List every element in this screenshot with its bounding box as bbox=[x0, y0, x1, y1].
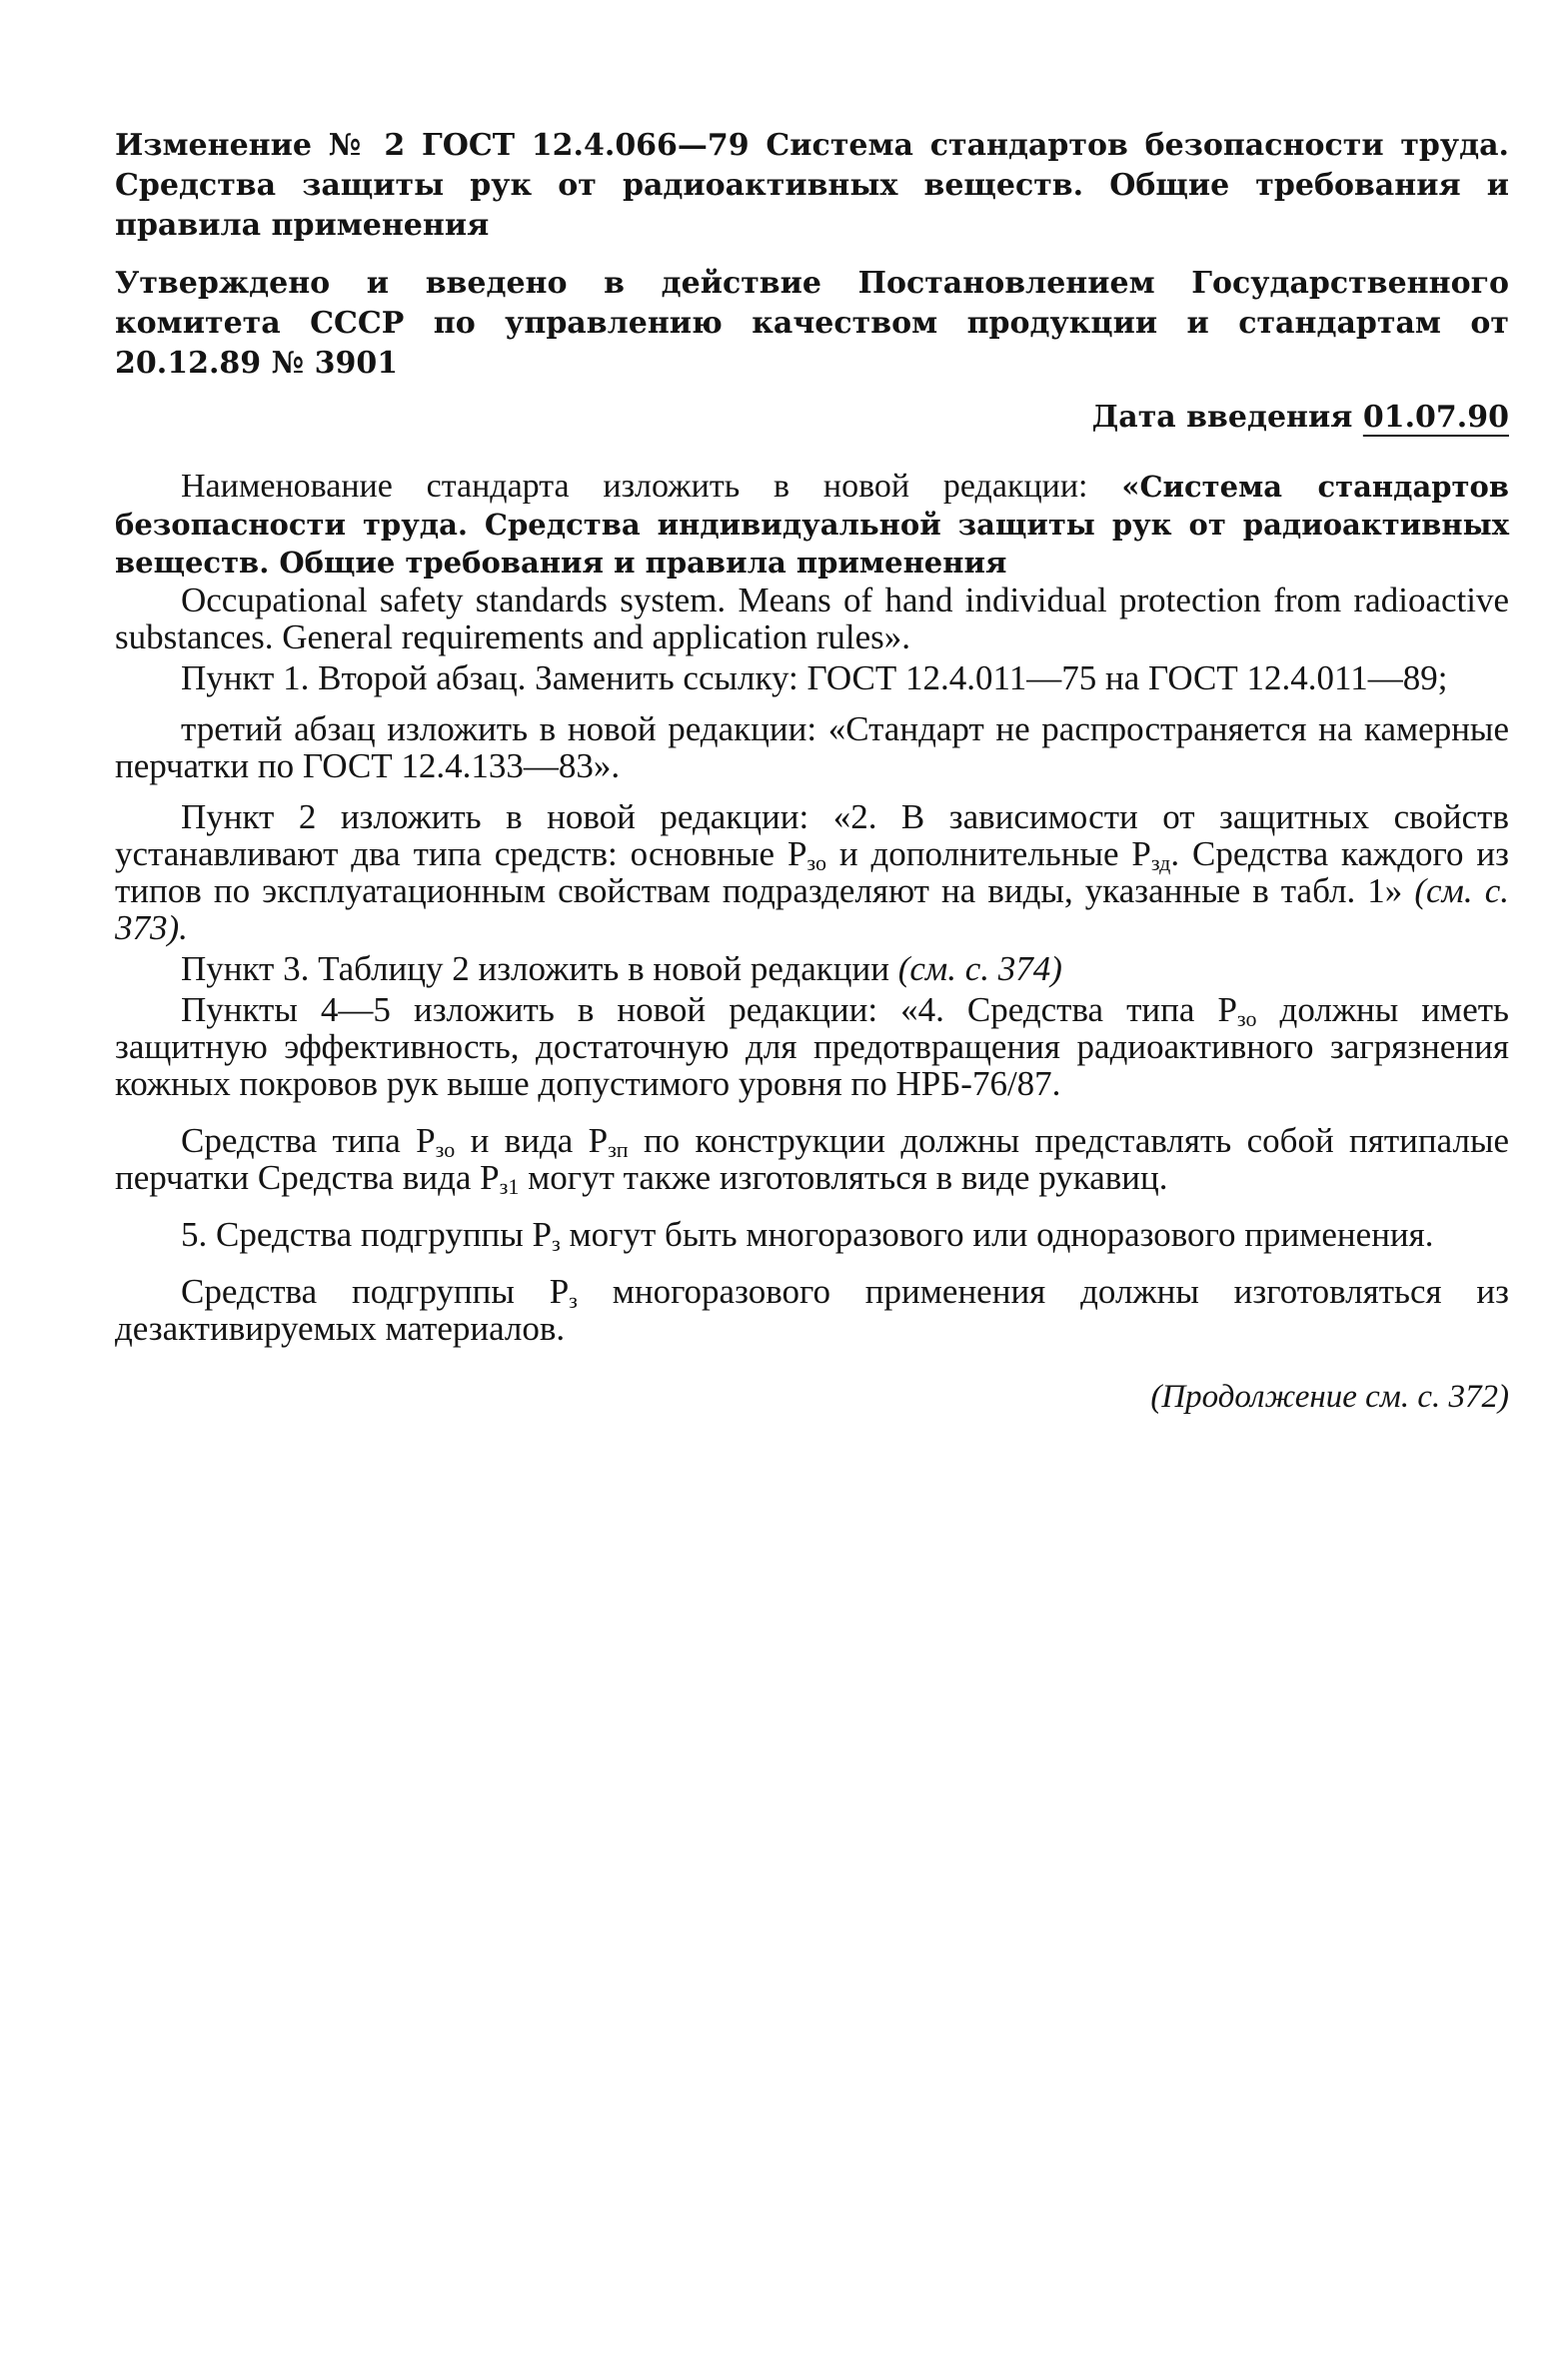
item-5-sub: з bbox=[552, 1231, 561, 1256]
glove-text-d: могут также изготовляться в виде рукавиц. bbox=[519, 1158, 1168, 1197]
document-body bbox=[115, 126, 1509, 1417]
paragraph-item-2 bbox=[115, 798, 1509, 946]
glove-text-c: по конструкции должны представлять собой пятипалые перчатки Средства вида Р bbox=[115, 1121, 1509, 1197]
standard-name-lead: Наименование стандарта изложить в новой редакции: bbox=[181, 468, 1122, 505]
item-2-page-ref: (см. с. 373). bbox=[115, 871, 1509, 947]
glove-text-b: и вида Р bbox=[455, 1121, 609, 1160]
effective-date-label: Дата введения bbox=[1091, 400, 1363, 435]
amendment-title: Изменение № 2 ГОСТ 12.4.066—79 Система стандартов безопасности труда. Средства защиты рук от радиоактивных веществ. Общие требования и правила применения bbox=[115, 128, 1509, 243]
items-4-5-sub: зо bbox=[1236, 1006, 1257, 1031]
reusable-text-b: многоразового применения должны изготовляться из дезактивируемых материалов. bbox=[115, 1272, 1509, 1348]
item-2-text-c: . Средства каждого из типов по эксплуатационным свойствам подразделяют на виды, указанные в табл. 1» bbox=[115, 834, 1509, 910]
glove-sub-1: зо bbox=[435, 1137, 456, 1162]
standard-name-en: Occupational safety standards system. Means of hand individual protection from radioactive substances. General requirements and application rules». bbox=[115, 581, 1509, 656]
reusable-sub: з bbox=[569, 1288, 578, 1313]
items-4-5-text-a: Пункты 4—5 изложить в новой редакции: «4. Средства типа Р bbox=[181, 990, 1237, 1029]
approval-statement: Утверждено и введено в действие Постановлением Государственного комитета СССР по управлению качеством продукции и стандартам от 20.12.89 № 3901 bbox=[115, 266, 1509, 381]
continuation-note: (Продолжение см. с. 372) bbox=[1150, 1379, 1509, 1415]
items-4-5-text-b: должны иметь защитную эффективность, достаточную для предотвращения радиоактивного загрязнения кожных покровов рук выше допустимого уровня по НРБ-76/87. bbox=[115, 990, 1509, 1103]
standard-name-ru: «Система стандартов безопасности труда. Средства индивидуальной защиты рук от радиоактивных веществ. Общие требования и правила применения bbox=[115, 470, 1509, 580]
effective-date-line bbox=[115, 398, 1509, 438]
item-5-text-a: 5. Средства подгруппы Р bbox=[181, 1215, 553, 1254]
item-5-text-b: могут быть многоразового или одноразового применения. bbox=[560, 1215, 1434, 1254]
item-2-sub-2: зд bbox=[1150, 850, 1171, 875]
item-2-sub-1: зо bbox=[806, 850, 826, 875]
paragraph-glove-construction bbox=[115, 1121, 1509, 1199]
glove-text-a: Средства типа Р bbox=[181, 1121, 436, 1160]
item-2-text-a: Пункт 2 изложить в новой редакции: «2. В зависимости от защитных свойств устанавливают два типа средств: основные Р bbox=[115, 797, 1509, 873]
paragraph-item-3 bbox=[115, 950, 1509, 987]
item-3-text: Пункт 3. Таблицу 2 изложить в новой редакции bbox=[181, 949, 898, 988]
paragraph-third-abzac: третий абзац изложить в новой редакции: «Стандарт не распространяется на камерные перчатки по ГОСТ 12.4.133—83». bbox=[115, 709, 1509, 785]
paragraph-item-5 bbox=[115, 1215, 1509, 1256]
glove-sub-3: з1 bbox=[499, 1174, 520, 1199]
paragraph-item-1: Пункт 1. Второй абзац. Заменить ссылку: ГОСТ 12.4.011—75 на ГОСТ 12.4.011—89; bbox=[181, 658, 1448, 697]
item-3-page-ref: (см. с. 374) bbox=[897, 949, 1062, 988]
paragraph-reusable-materials bbox=[115, 1273, 1509, 1347]
glove-sub-2: зп bbox=[608, 1137, 629, 1162]
standard-name-paragraph bbox=[115, 468, 1509, 582]
item-2-text-b: и дополнительные Р bbox=[825, 834, 1151, 873]
effective-date-value: 01.07.90 bbox=[1362, 400, 1509, 435]
reusable-text-a: Средства подгруппы Р bbox=[181, 1272, 570, 1311]
paragraph-items-4-5 bbox=[115, 991, 1509, 1102]
